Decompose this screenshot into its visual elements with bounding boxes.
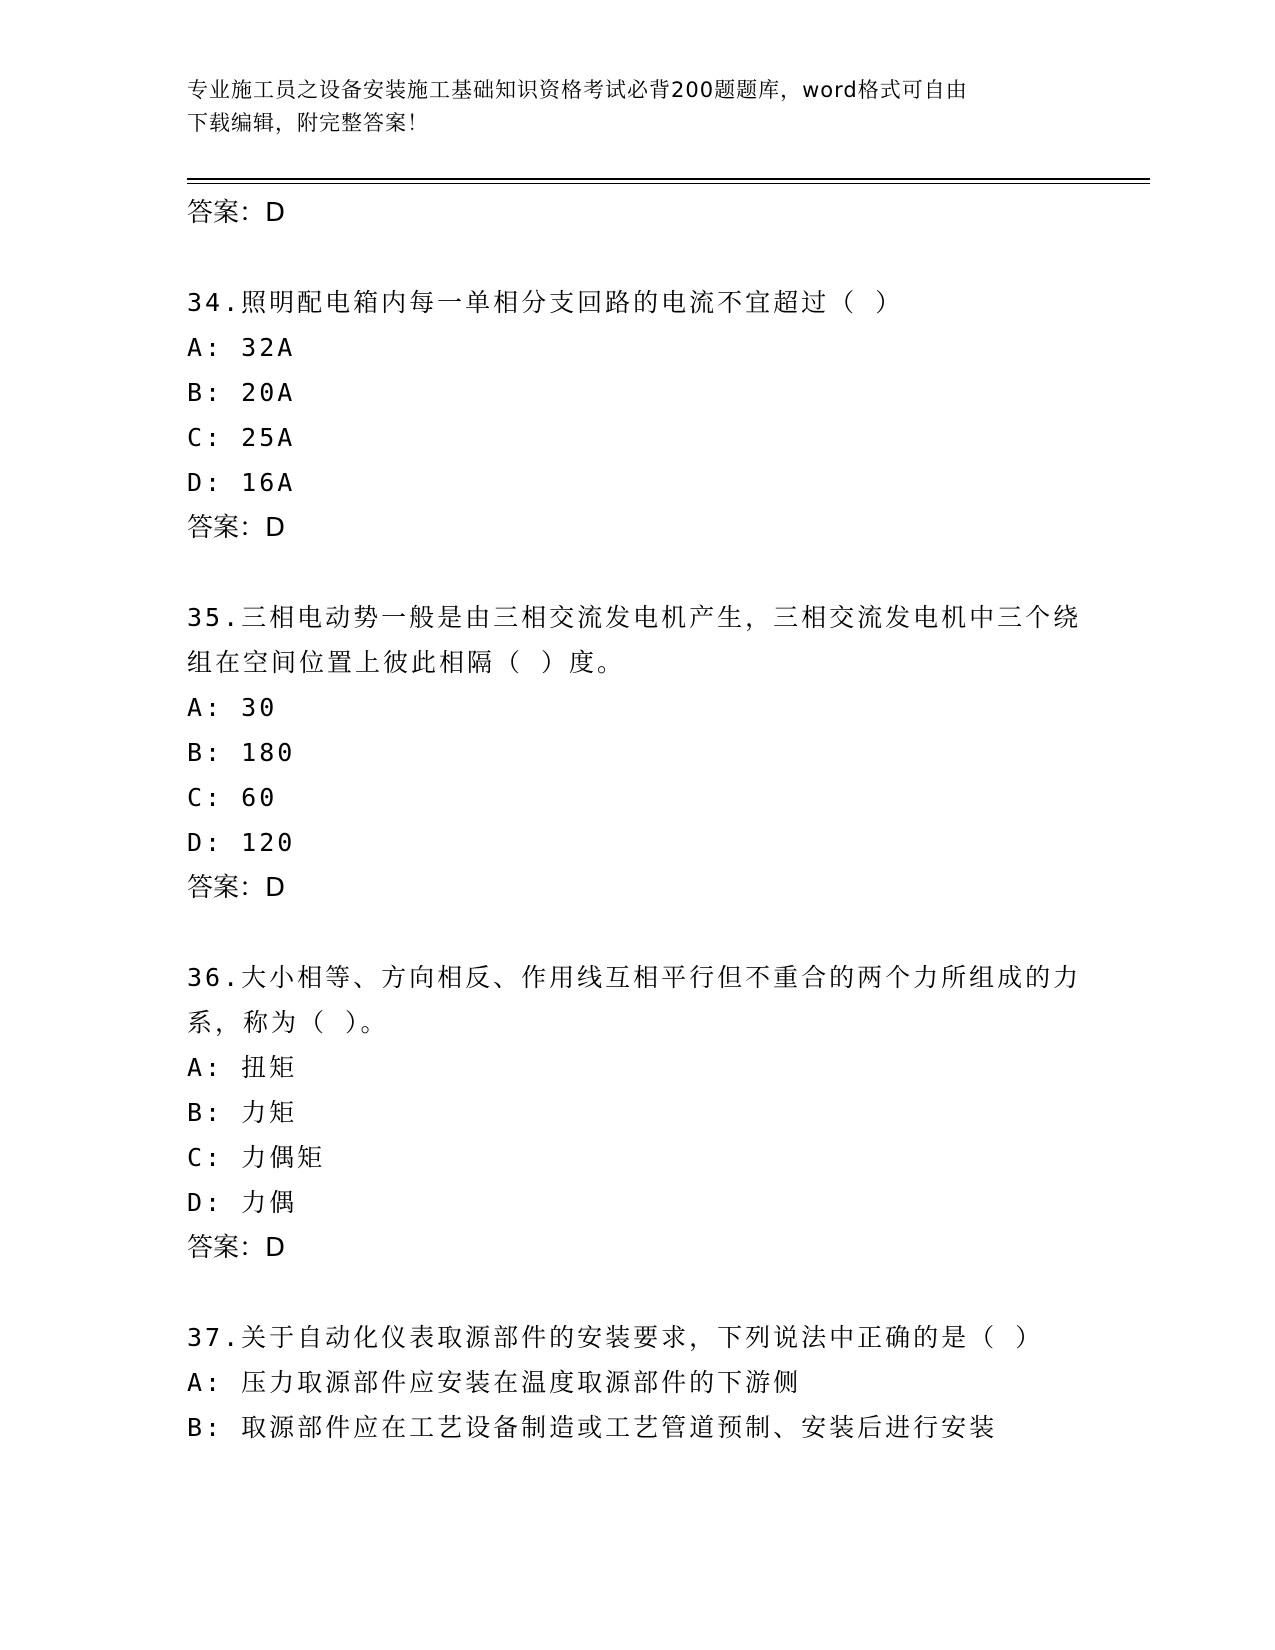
header-line-1: 专业施工员之设备安装施工基础知识资格考试必背200题题库，word格式可自由: [187, 78, 968, 102]
question-34: [187, 280, 1087, 551]
option-d: D: 120: [187, 828, 296, 857]
question-stem: 36.大小相等、方向相反、作用线互相平行但不重合的两个力所组成的力系，称为（ ）。: [187, 963, 1082, 1037]
option-a: A: 32A: [187, 333, 296, 362]
question-36: [187, 955, 1087, 1271]
question-37: [187, 1315, 1087, 1450]
option-a: A: 扭矩: [187, 1053, 298, 1082]
header-divider-thin: [187, 183, 1150, 184]
answer-line: 答案：D: [187, 873, 286, 903]
spacer: [187, 911, 1087, 955]
header-divider-thick: [187, 178, 1150, 180]
spacer: [187, 551, 1087, 595]
spacer: [187, 1271, 1087, 1315]
option-b: B: 20A: [187, 378, 296, 407]
option-a: A: 压力取源部件应安装在温度取源部件的下游侧: [187, 1368, 802, 1397]
question-list: [187, 190, 1087, 1450]
option-c: C: 力偶矩: [187, 1143, 326, 1172]
answer-line: 答案：D: [187, 513, 286, 543]
document-header: [187, 74, 1087, 140]
option-b: B: 取源部件应在工艺设备制造或工艺管道预制、安装后进行安装: [187, 1413, 998, 1442]
option-b: B: 180: [187, 738, 296, 767]
answer-line: 答案：D: [187, 198, 286, 228]
option-c: C: 25A: [187, 423, 296, 452]
header-line-2: 下载编辑，附完整答案！: [187, 111, 429, 135]
answer-line: 答案：D: [187, 1233, 286, 1263]
question-stem: 34.照明配电箱内每一单相分支回路的电流不宜超过（ ）: [187, 288, 904, 317]
option-a: A: 30: [187, 693, 278, 722]
question-35: [187, 595, 1087, 911]
spacer: [187, 236, 1087, 280]
option-d: D: 16A: [187, 468, 296, 497]
option-b: B: 力矩: [187, 1098, 298, 1127]
option-d: D: 力偶: [187, 1188, 298, 1217]
option-c: C: 60: [187, 783, 278, 812]
question-stem: 37.关于自动化仪表取源部件的安装要求，下列说法中正确的是（ ）: [187, 1323, 1044, 1352]
question-stem: 35.三相电动势一般是由三相交流发电机产生，三相交流发电机中三个绕组在空间位置上彼此相隔（ ）度。: [187, 603, 1082, 677]
